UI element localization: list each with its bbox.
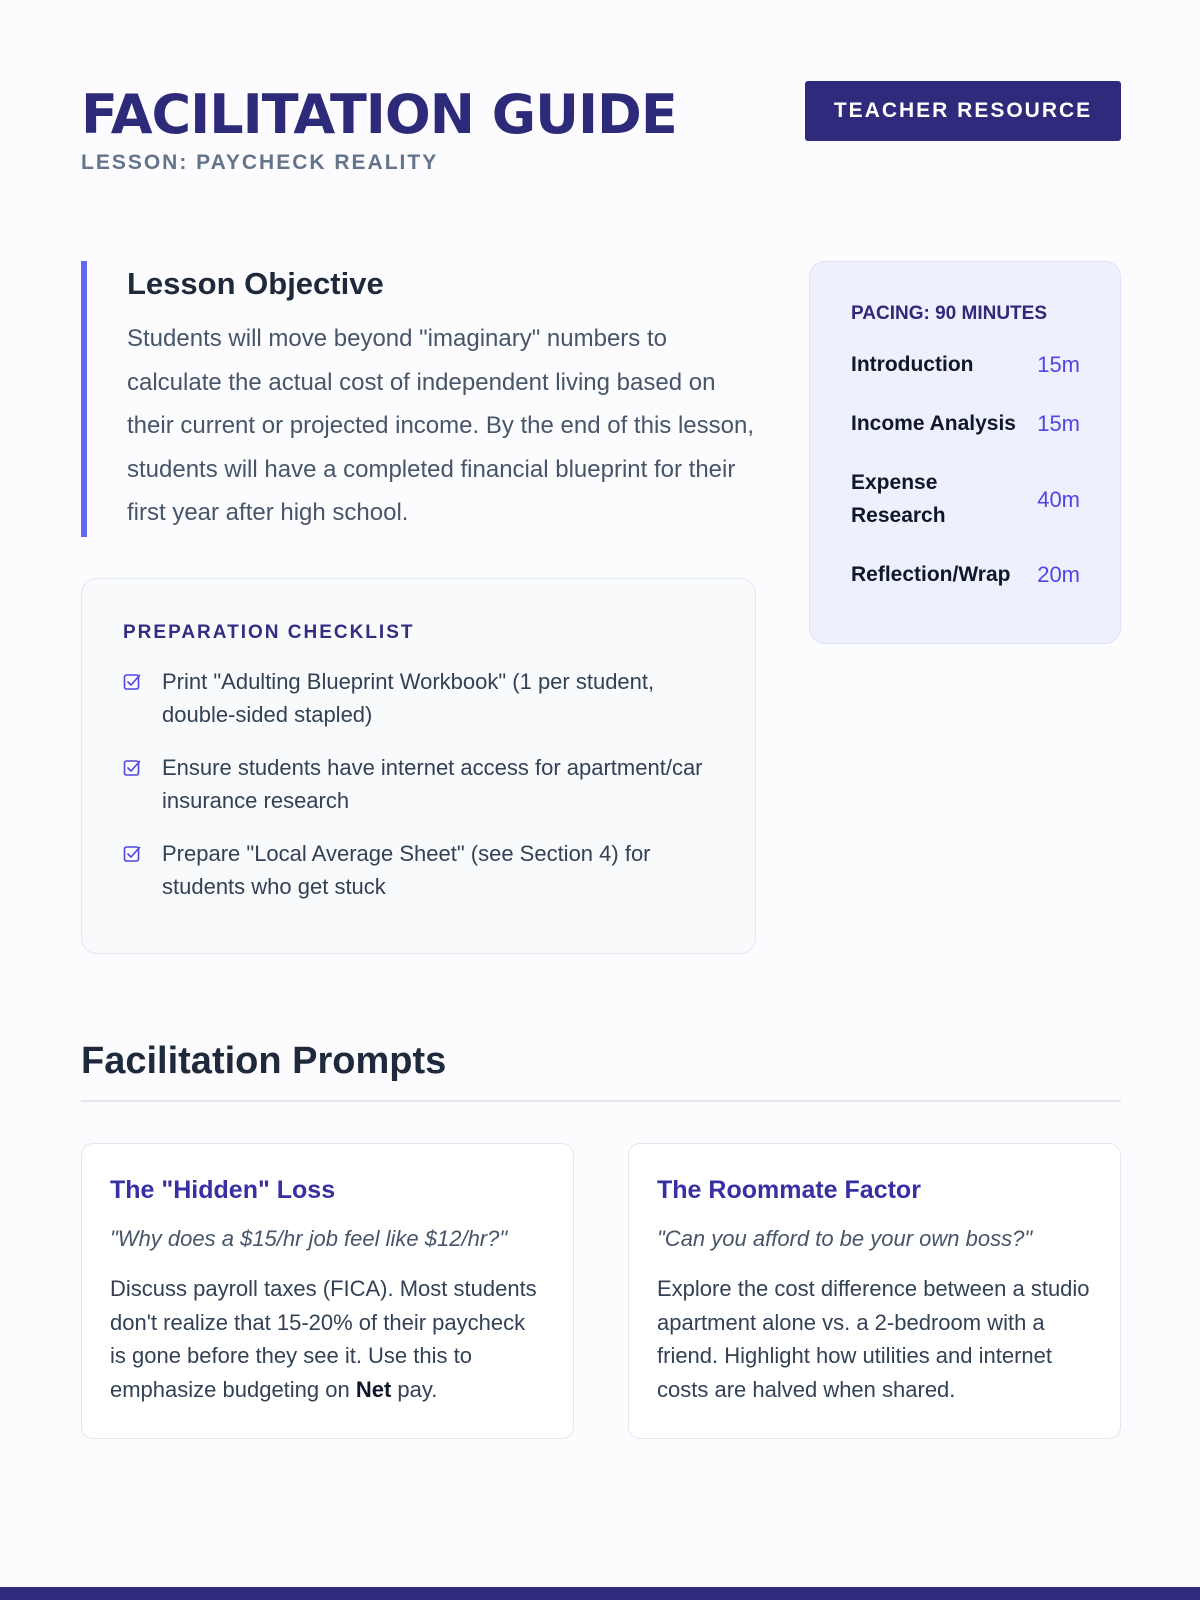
lesson-subtitle: LESSON: PAYCHECK REALITY	[81, 151, 439, 174]
pacing-value: 15m	[1037, 352, 1080, 377]
pacing-row-reflection-wrap	[851, 558, 1080, 591]
pacing-value: 15m	[1037, 411, 1080, 436]
preparation-checklist	[81, 578, 756, 954]
prompt-card-title: The Roommate Factor	[657, 1176, 921, 1204]
pacing-value: 20m	[1037, 562, 1080, 587]
checkbox-icon	[123, 759, 141, 777]
checklist-title: PREPARATION CHECKLIST	[123, 622, 415, 643]
prompt-card-hidden-loss	[81, 1143, 574, 1439]
page-header	[81, 84, 1121, 184]
checklist-item	[123, 837, 715, 903]
prompt-card-title: The "Hidden" Loss	[110, 1176, 336, 1204]
page-title: FACILITATION GUIDE	[81, 83, 677, 146]
facilitation-guide-page	[81, 0, 1121, 1600]
pacing-row-introduction	[851, 348, 1080, 381]
objective-text: Students will move beyond "imaginary" numbers to calculate the actual cost of independent living based on their current or projected income. By the end of this lesson, students will have a completed financial blueprint for their first year after high school.	[127, 325, 754, 526]
prompt-card-quote: "Can you afford to be your own boss?"	[657, 1226, 1033, 1251]
checklist-item	[123, 665, 715, 731]
prompt-card-body-text-end: pay.	[391, 1376, 438, 1402]
pacing-label: Expense Research	[851, 471, 946, 527]
checklist-item-text: Prepare "Local Average Sheet" (see Section 4) for students who get stuck	[162, 841, 651, 899]
checkbox-icon	[123, 673, 141, 691]
pacing-label: Income Analysis	[851, 412, 1016, 435]
prompt-card-quote: "Why does a $15/hr job feel like $12/hr?"	[110, 1226, 508, 1251]
prompt-card-body: Explore the cost difference between a studio apartment alone vs. a 2-bedroom with a friend. Highlight how utilities and internet costs are halved when shared.	[657, 1276, 1090, 1402]
prompts-heading: Facilitation Prompts	[81, 1040, 447, 1082]
prompt-card-body	[110, 1272, 546, 1406]
teacher-resource-badge: TEACHER RESOURCE	[805, 81, 1121, 141]
pacing-title: PACING: 90 MINUTES	[851, 303, 1048, 324]
pacing-value: 40m	[1037, 486, 1080, 512]
objective-heading: Lesson Objective	[127, 266, 384, 301]
section-divider	[81, 1100, 1121, 1102]
checklist-item-text: Print "Adulting Blueprint Workbook" (1 per student, double-sided stapled)	[162, 669, 655, 727]
prompt-card-roommate-factor	[628, 1143, 1121, 1439]
footer-bar	[0, 1587, 1200, 1600]
pacing-row-income-analysis	[851, 407, 1080, 440]
pacing-label: Reflection/Wrap	[851, 563, 1011, 586]
checklist-item-text: Ensure students have internet access for apartment/car insurance research	[162, 755, 703, 813]
checklist-item	[123, 751, 715, 817]
pacing-label: Introduction	[851, 353, 974, 376]
prompt-card-body-emphasis: Net	[355, 1376, 392, 1402]
checkbox-icon	[123, 845, 141, 863]
pacing-row-expense-research	[851, 466, 1080, 532]
pacing-card	[809, 261, 1121, 644]
lesson-objective-section	[81, 261, 756, 537]
prompt-card-body-text: Discuss payroll taxes (FICA). Most students don't realize that 15-20% of their paycheck is gone before they see it. Use this to emphasize budgeting on	[110, 1276, 537, 1402]
